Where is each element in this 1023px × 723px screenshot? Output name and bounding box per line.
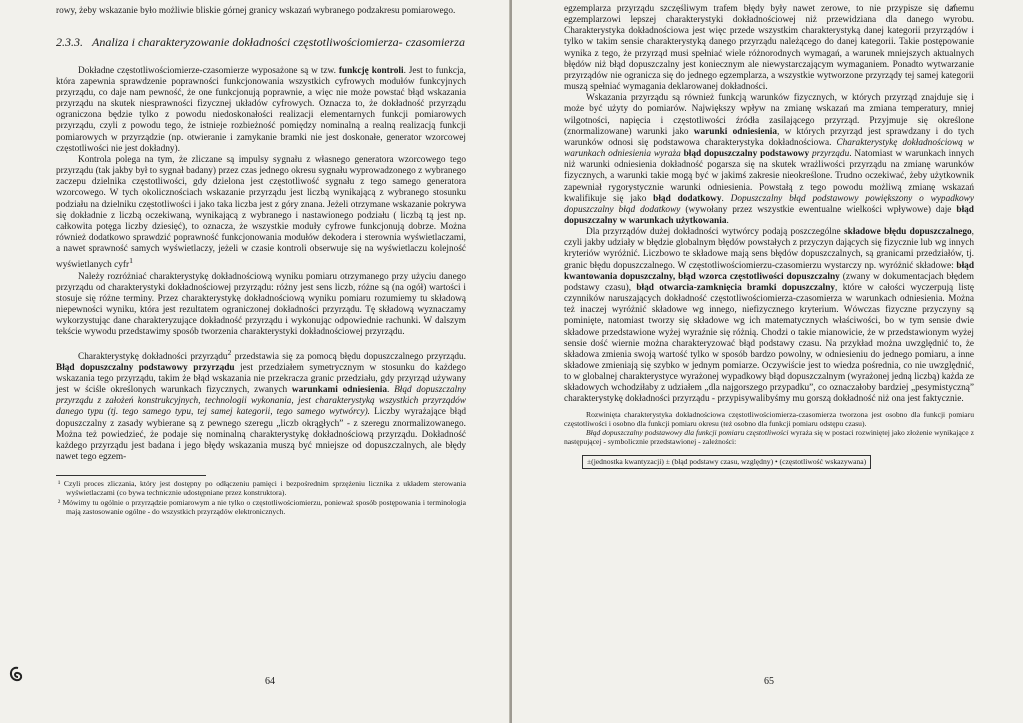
term-bold: funkcję kontroli — [338, 65, 404, 76]
footnote-ref: 2 — [227, 347, 232, 357]
text-run: Dla przyrządów dużej dokładności wytwórcy podają poszczególne — [586, 227, 845, 238]
text-italic: Dopuszczalny błąd podstawowy powiększony o wypadkowy dopuszczalny błąd dodatkowy — [564, 193, 974, 215]
text-italic: przyrządu — [812, 149, 850, 160]
footnote-2: ² Mówimy tu ogólnie o przyrządzie pomiarowym a nie tylko o częstotliwościomierzu, ponieważ sposób postępowania i terminologia mają zastosowanie ogólne - do wszystkich przyrządów elektronicznych. — [58, 497, 466, 516]
term-bold: błąd kwantowania dopuszczalny, błąd wzorca częstotliwości dopuszczalny — [564, 260, 974, 282]
section-number: 2.3.3. — [56, 35, 83, 50]
text-italic: Błąd dopuszczalny przyrządu z założeń konstrukcyjnych, technologii wykonania, jest charakterystyką wszystkich przyrządów danego typu (tj. tego samego typu, tej samej kategorii, tego samego wytwórcy). — [56, 385, 466, 418]
term-bold: błąd dodatkowy — [653, 193, 722, 204]
left-paragraph-2 — [56, 155, 466, 272]
small-print-note-1: Rozwinięta charakterystyka dokładnościowa częstotliwościomierza-czasomierza tworzona jest osobno dla funkcji pomiaru częstotliwości i osobno dla funkcji pomiaru okresu (też osobno dla funkcji pomiaru odstępu czasu). — [564, 409, 974, 428]
text-run: Charakterystykę dokładności przyrządu — [78, 351, 228, 362]
section-title: Analiza i charakteryzowanie dokładności częstotliwościomierza- czasomierza — [92, 35, 465, 50]
term-bold: błąd dopuszczalny w warunkach użytkowania — [564, 204, 974, 226]
section-heading — [56, 36, 466, 50]
text-run: , w których przyrząd jest sprawdzany i do tych warunków odnosi się podstawowa charakterystyka dokładnościowa. — [564, 126, 974, 148]
left-paragraph-continuation: rowy, żeby wskazanie było możliwie bliskie górnej granicy wskazań wybranego podzakresu pomiarowego. — [56, 6, 456, 16]
text-run: Wskazania przyrządu są również funkcją warunków fizycznych, w których przyrząd znajduje się i może być użyty do pomiarów. Największy wpływ na zmianę wskazań ma zmiana temperatury, mniej wilgotności, napięcia i częstotliwości źródła zasilającego przyrząd. Przyjmuje się określone (znormalizowane) warunki jako — [564, 93, 974, 137]
left-paragraph-1 — [56, 66, 466, 155]
right-page — [512, 0, 1023, 723]
footnote-rule — [56, 475, 206, 476]
right-text-column — [564, 4, 974, 469]
text-run: Liczby wyrażające błąd dopuszczalny z zasady wybierane są z pewnego szeregu „liczb okrągłych” - z szeregu znormalizowanego. Można też powiedzieć, że podaje się nominalną charakterystykę dokładnościową przyrządu. Dokładność każdego przyrządu jest badana i jego błędy wskazania muszą być mniejsze od dopuszczalnych, ale błędy nawet tego egzem- — [56, 407, 466, 462]
text-run: Dokładne częstotliwościomierze-czasomierze wyposażone są w tzw. — [78, 65, 339, 76]
right-paragraph-3 — [564, 227, 974, 406]
term-bold: warunkami odniesienia — [291, 385, 388, 396]
text-run: . Natomiast w warunkach innych niż warunki odniesienia dokładność pogarsza się na skutek wrażliwości przyrządu na zmianę warunków fizycznych, a warunki takie mogą być w jakimś zakresie nieokreślone. Trudno oczekiwać, żeby użytkownik zapewniał rygorystycznie warunki odniesienia. Powstałą z tego powodu możliwą zmianę wskazań kwalifikuje się jako — [564, 149, 974, 204]
page-number-left: 64 — [265, 676, 275, 687]
text-run: Kontrola polega na tym, że zliczane są impulsy sygnału z własnego generatora wzorcowego tego przyrządu (tak jakby był to sygnał badany) przez czas jednego okresu sygnału wyprowadzonego z wybranego zaczepu dzielnika częstotliwości, gdy dzielona jest częstotliwość sygnału z tego samego generatora wzorcowego. W tych okolicznościach wskazanie przyrządu jest liczbą wynikającą z wybranego stosunku podziału na dzielniku częstotliwości i jako taka liczba jest z góry znana. Jeżeli otrzymane wskazanie pokrywa się dokładnie z liczbą oczekiwaną, wynikającą z wybranego i nastawionego podziału ( liczbą tą jest np. całkowita potęga liczby dziesięć), to oznacza, że wszystkie moduły cyfrowe funkcjonują dobrze. Można również dodatkowo sprawdzić poprawność funkcjonowania modułów dekodera i sterownia wyświetlaczami, a nawet sprawność samych wyświetlaczy, jeżeli w czasie kontroli obserwuje się na wyświetlaczu kolejność wyświetlanych cyfr — [56, 154, 466, 271]
text-run: , które w całości wyczerpują listę czynników naruszających dokładność częstotliwościomierza-czasomierza w warunkach odniesienia. Można też inaczej wyróżnić składowe wg innego, niefizycznego kryterium. Wówczas fizyczne przyczyny są pominięte, natomiast tworzy się składowe wg ich matematycznych właściwości, bo w tym sensie dwie składowe przedstawione wyżej wyraźnie się różnią. Chodzi o takie mianowicie, że w przedstawionym wyżej sensie dość wiernie można charakteryzować błąd podstawy czasu. Na przykład można uwzględnić to, że składowa zmienia swoją wartość tylko w sposób bardzo powolny, w odniesieniu do jednego pomiaru, a inne składowe zmieniają się szybko w jednym pomiarze. Oczywiście jest to wiedza pośrednia, co nie uwzględnić, to w globalnej charakterystyce wyrażonej wypadkowy błąd dopuszczalnym (wyrażonej jedną liczbą) każda ze składowych wchodziłaby z udziałem „dla najgorszego przypadku”, co oznaczałoby bardziej „pesymistyczną” charakterystykę dokładności przyrządu - przypisywalibyśmy mu gorszą dokładność niż ona jest faktycznie. — [564, 282, 974, 405]
right-paragraph-continuation: egzemplarza przyrządu szczęśliwym trafem błędy były nawet zerowe, to nie przypisze się danemu egzemplarzowi lepszej charakterystyki dokładnościowej niż przewidziana dla danego wyrobu. Charakterystyka dokładnościowa jest więc przede wszystkim charakterystyką danej kategorii przyrządów i tylko w takim sensie charakterystyką danego przyrządu należącego do danej kategorii. Takie postępowanie wynika z tego, że przyrząd musi spełniać wiele różnorodnych wymagań, a warunek mniejszych aktualnych błędów niż błąd dopuszczalny jest koniecznym ale niewystarczającym wymaganiem. Ponadto wytwarzanie przyrządów nie ogranicza się do jednego egzemplarza, a wszystkie wytworzone przyrządy tej samej kategorii muszą spełniać wymagania deklarowanej dokładności. — [564, 4, 974, 93]
left-paragraph-3: Należy rozróżniać charakterystykę dokładnościową wyniku pomiaru otrzymanego przy użyciu danego przyrządu od charakterystyki dokładnościowej przyrządu: różny jest sens liczb, różne są (na ogół) wartości i stosuje się różne terminy. Przez charakterystykę dokładnościową wyniku pomiaru rozumiemy tu składową niepewności wyniku, która jest rezultatem ograniczonej dokładności przyrządu. Tę składową wyznaczamy wykorzystując dane charakteryzujące dokładność przyrządu i wykonując odpowiednie rachunki. W dalszym tekście wywodu przedstawimy sposób tworzenia charakterystyki dokładnościowej przyrządu. — [56, 271, 466, 338]
page-number-right: 65 — [764, 676, 774, 687]
footnote-ref: 1 — [129, 256, 133, 266]
text-run: jest przedziałem symetrycznym w stosunku do każdego wskazania tego przyrządu, takim że błąd wskazania nie przekracza granic przedziału, gdy przyrząd używany jest w ściśle określonych warunkach fizycznych, zwanych — [56, 362, 466, 396]
term-bold: błąd otwarcia-zamknięcia bramki dopuszczalny — [636, 282, 836, 293]
term-bold: składowe błędu dopuszczalnego — [844, 227, 972, 238]
text-run: . — [726, 215, 729, 226]
formula-box: ±(jednostka kwantyzacji) ± (błąd podstawy czasu, względny) • (częstotliwość wskazywana) — [582, 455, 871, 469]
text-run: , czyli jakby udziały w błędzie globalnym błędów powstałych z przyczyn dających się fizycznie lub wg innych kryteriów wyróżnić. Liczbowo te składowe mają sens błędów dopuszczalnych, są granicami przedziałów, tj. granic błędu dopuszczalnego. W częstotliwościomierzu-czasomierzu wystarczy np. wyróżnić składowe: — [564, 227, 974, 271]
handwritten-mark-icon — [6, 664, 34, 684]
footnote-1: ¹ Czyli proces zliczania, który jest dostępny po odłączeniu pamięci i bezpośrednim sprzężeniu licznika z układem sterowania wyświetlaczami (co bywa technicznie udostępniane przez konstruktora). — [58, 479, 466, 498]
text-run: wyraża się w postaci rozwiniętej jako złożenie wynikające z następującej - symbolicznie przedstawionej - zależności: — [564, 428, 974, 447]
left-paragraph-4 — [56, 347, 466, 464]
text-run: . — [387, 385, 395, 396]
text-run: . Jest to funkcja, która zapewnia sprawdzenie poprawności funkcjonowania wszystkich cyfrowych modułów funkcyjnych przyrządu, co daje nam pewność, że one funkcjonują poprawnie, a więc nie może powstać błąd wskazania przyrządu na skutek niesprawności fizycznej układów cyfrowych. Oznacza to, że dokładność przyrządu ograniczona będzie tylko z powodu niedoskonałości realizacji elementarnych funkcji pomiarowych przyrządu, czyli z powodu tego, że istnieje rozbieżność pomiędzy nominalną a realną realizacją funkcji pomiarowych w przyrządzie (np. otwieranie i zamykanie bramki nie jest doskonałe, generator wzorcowej częstotliwości nie jest dokładny). — [56, 65, 467, 154]
left-page — [0, 0, 510, 723]
term-bold: Błąd dopuszczalny podstawowy przyrządu — [56, 362, 235, 373]
text-run: . — [721, 193, 731, 204]
text-run: (zwany w dokumentacjach błędem podstawy czasu), — [564, 271, 975, 293]
text-run: (wywołany przez wszystkie ewentualne wielkości wpływowe) daje — [680, 204, 957, 215]
text-italic: Charakterystykę dokładnościową w warunkach odniesienia wyraża — [564, 137, 974, 160]
text-run: przedstawia się za pomocą błędu dopuszczalnego przyrządu. — [231, 351, 466, 362]
right-paragraph-2 — [564, 93, 974, 227]
left-text-column — [56, 6, 466, 516]
term-bold: warunki odniesienia — [693, 126, 778, 137]
text-italic: Błąd dopuszczalny podstawowy dla funkcji pomiaru częstotliwości — [586, 428, 789, 438]
small-print-note-2 — [564, 428, 974, 446]
term-bold: błąd dopuszczalny podstawowy — [680, 149, 810, 160]
